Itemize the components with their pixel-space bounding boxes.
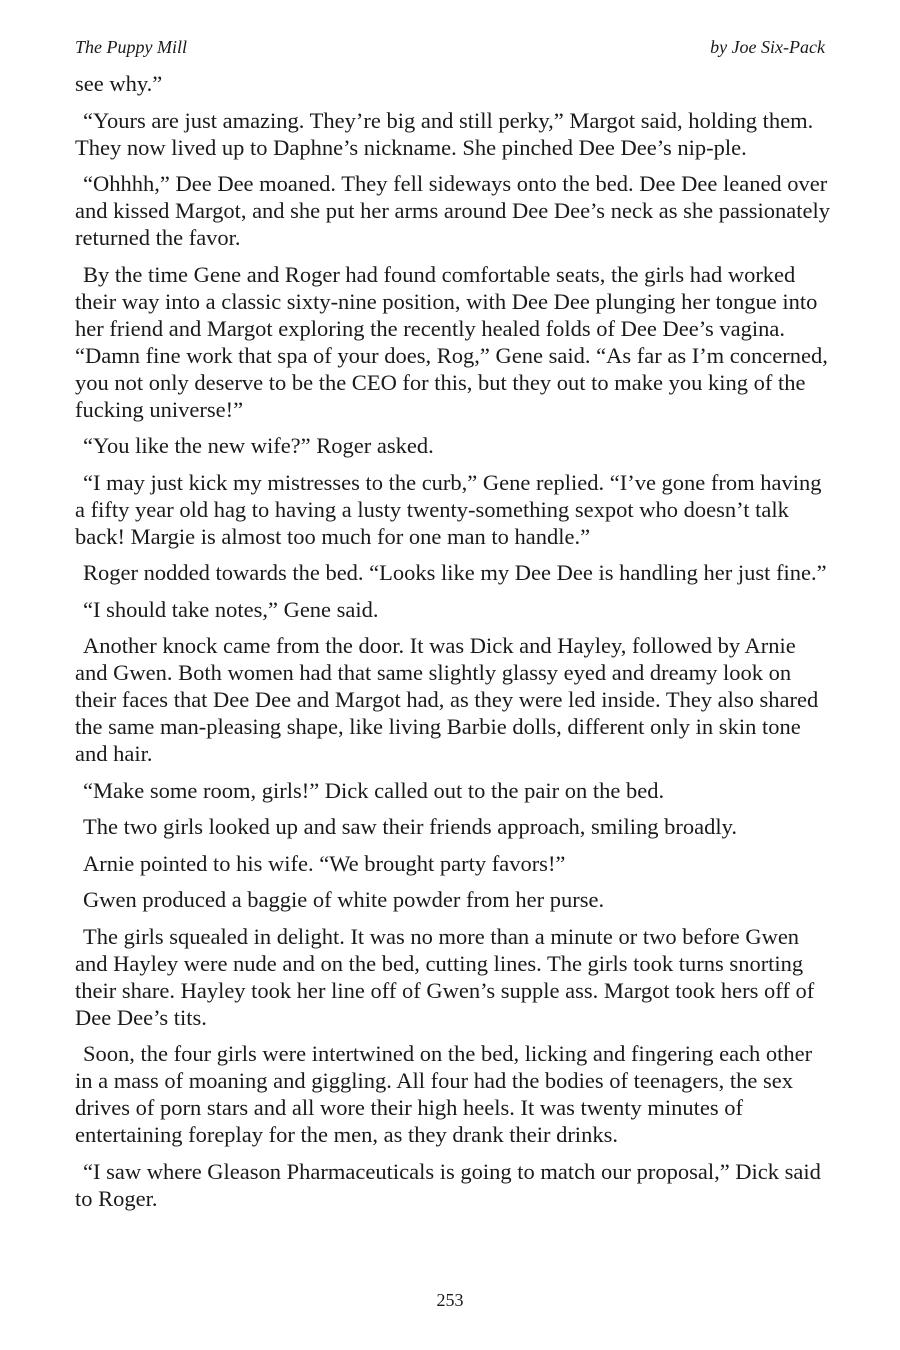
body-text — [75, 70, 830, 1221]
paragraph: “Ohhhh,” Dee Dee moaned. They fell sideways onto the bed. Dee Dee leaned over and kissed Margot, and she put her arms around Dee Dee’s neck as she passionately returned the favor. — [75, 171, 831, 250]
paragraph: Soon, the four girls were intertwined on the bed, licking and fingering each other in a mass of moaning and giggling. All four had the bodies of teenagers, the sex drives of porn stars and all wore their high heels. It was twenty minutes of entertaining foreplay for the men, as they drank their drinks. — [75, 1041, 813, 1147]
paragraph: “I saw where Gleason Pharmaceuticals is going to match our proposal,” Dick said to Roger. — [75, 1158, 821, 1211]
running-header — [75, 37, 825, 58]
paragraph: “Yours are just amazing. They’re big and still perky,” Margot said, holding them. They now lived up to Daphne’s nickname. She pinched Dee Dee’s nip-ple. — [75, 107, 814, 160]
paragraph: Gwen produced a baggie of white powder from her purse. — [83, 887, 605, 912]
paragraph: The girls squealed in delight. It was no more than a minute or two before Gwen and Hayley were nude and on the bed, cutting lines. The girls took turns snorting their share. Hayley took her line off of Gwen’s supple ass. Margot took hers off of Dee Dee’s tits. — [75, 923, 815, 1030]
paragraph: “I should take notes,” Gene said. — [83, 596, 379, 622]
paragraph: Arnie pointed to his wife. “We brought party favors!” — [83, 850, 566, 876]
page-number: 253 — [436, 1290, 464, 1310]
paragraph: “I may just kick my mistresses to the curb,” Gene replied. “I’ve gone from having a fifty year old hag to having a lusty twenty-something sexpot who doesn’t talk back! Margie is almost too much for one man to handle.” — [75, 469, 822, 549]
paragraph: Another knock came from the door. It was Dick and Hayley, followed by Arnie and Gwen. Both women had that same slightly glassy eyed and dreamy look on their faces that Dee Dee and Margot had, as they were led inside. They also shared the same man-pleasing shape, like living Barbie dolls, different only in skin tone and hair. — [75, 633, 819, 766]
paragraph: Roger nodded towards the bed. “Looks like my Dee Dee is handling her just fine.” — [83, 560, 827, 585]
paragraph: “Make some room, girls!” Dick called out to the pair on the bed. — [83, 777, 665, 803]
paragraph: By the time Gene and Roger had found comfortable seats, the girls had worked their way into a classic sixty-nine position, with Dee Dee plunging her tongue into her friend and Margot exploring the recently healed folds of Dee Dee’s vagina. “Damn fine work that spa of your does, Rog,” Gene said. “As far as I’m concerned, you not only deserve to be the CEO for this, but they out to make you king of the fucking universe!” — [75, 261, 828, 422]
book-title: The Puppy Mill — [75, 37, 187, 57]
paragraph: “You like the new wife?” Roger asked. — [83, 433, 434, 458]
paragraph: The two girls looked up and saw their friends approach, smiling broadly. — [83, 814, 738, 839]
paragraph: see why.” — [75, 71, 163, 96]
author-name: by Joe Six-Pack — [710, 37, 825, 57]
